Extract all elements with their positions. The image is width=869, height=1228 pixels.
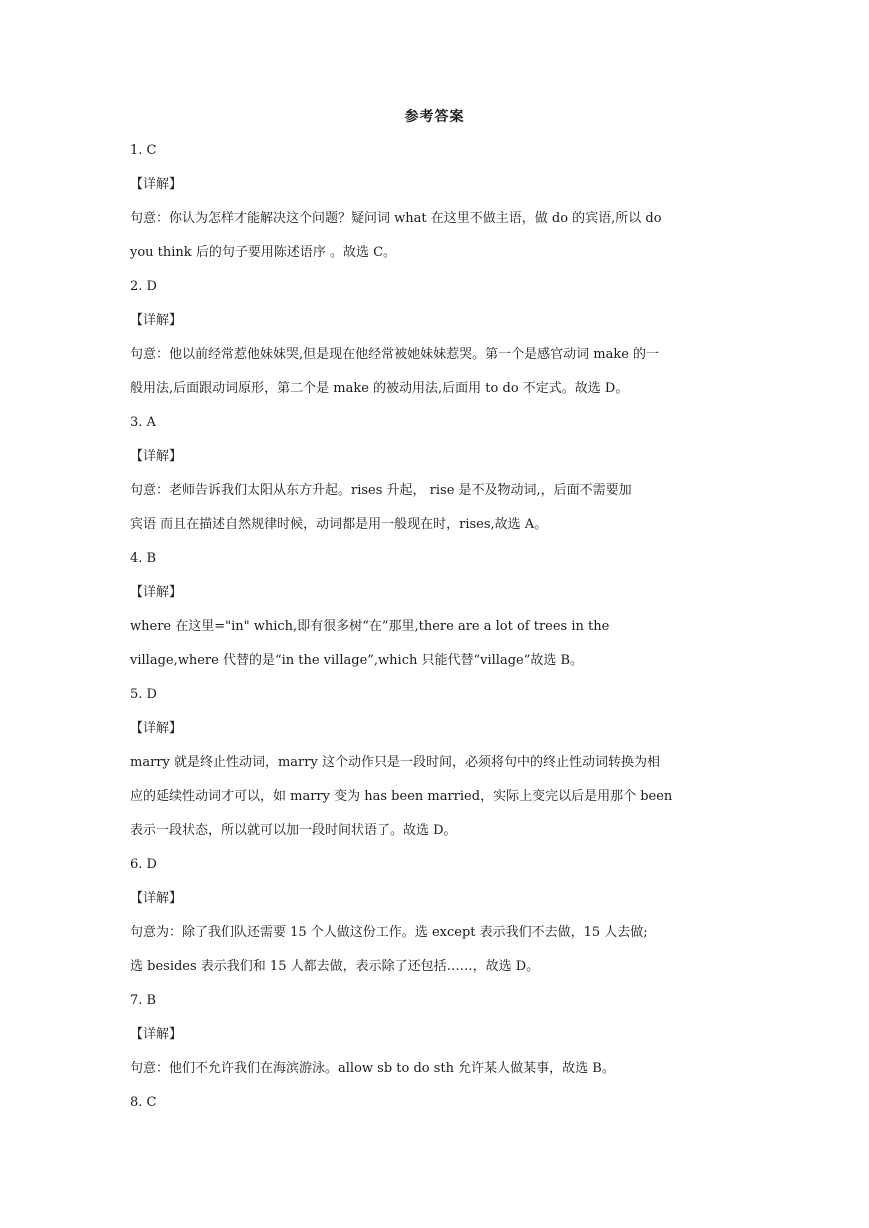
explanation-line: 句意：他们不允许我们在海滨游泳。allow sb to do sth 允许某人做某事，故选 B。 [130,1061,615,1076]
answer-number: 1. C [130,143,157,158]
explanation-line: 句意：你认为怎样才能解决这个问题？疑问词 what 在这里不做主语，做 do 的宾语,所以 do [130,211,662,226]
explanation-heading: 【详解】 [130,313,183,328]
explanation-heading: 【详解】 [130,177,183,192]
answer-number: 2. D [130,279,157,294]
explanation-heading: 【详解】 [130,1027,183,1042]
answer-number: 5. D [130,687,157,702]
explanation-line: where 在这里="in" which,即有很多树“在”那里,there are a lot of trees in the [130,619,610,634]
answer-list [130,134,742,1120]
answer-number: 4. B [130,551,157,566]
explanation-line: you think 后的句子要用陈述语序 。故选 C。 [130,245,397,260]
answer-number: 7. B [130,993,157,1008]
page-title: 参考答案 [404,109,465,125]
explanation-line: 句意为：除了我们队还需要 15 个人做这份工作。选 except 表示我们不去做，15 人去做; [130,925,648,940]
explanation-line: 宾语 而且在描述自然规律时候，动词都是用一般现在时，rises,故选 A。 [130,517,548,532]
explanation-line: 般用法,后面跟动词原形，第二个是 make 的被动用法,后面用 to do 不定式。故选 D。 [130,381,629,396]
explanation-line: 选 besides 表示我们和 15 人都去做，表示除了还包括……，故选 D。 [130,959,540,974]
explanation-heading: 【详解】 [130,449,183,464]
explanation-heading: 【详解】 [130,585,183,600]
explanation-line: 应的延续性动词才可以，如 marry 变为 has been married，实际上变完以后是用那个 been [130,789,673,804]
explanation-heading: 【详解】 [130,891,183,906]
explanation-heading: 【详解】 [130,721,183,736]
explanation-line: marry 就是终止性动词，marry 这个动作只是一段时间，必须将句中的终止性动词转换为相 [130,755,660,770]
explanation-line: village,where 代替的是“in the village”,which 只能代替“village”故选 B。 [130,653,584,668]
explanation-line: 表示一段状态，所以就可以加一段时间状语了。故选 D。 [130,823,457,838]
explanation-line: 句意：老师告诉我们太阳从东方升起。rises 升起， rise 是不及物动词,，后面不需要加 [130,483,632,498]
answer-number: 3. A [130,415,156,430]
answer-number: 6. D [130,857,157,872]
answer-number: 8. C [130,1095,157,1110]
explanation-line: 句意：他以前经常惹他妹妹哭,但是现在他经常被她妹妹惹哭。第一个是感官动词 make 的一 [130,347,660,362]
